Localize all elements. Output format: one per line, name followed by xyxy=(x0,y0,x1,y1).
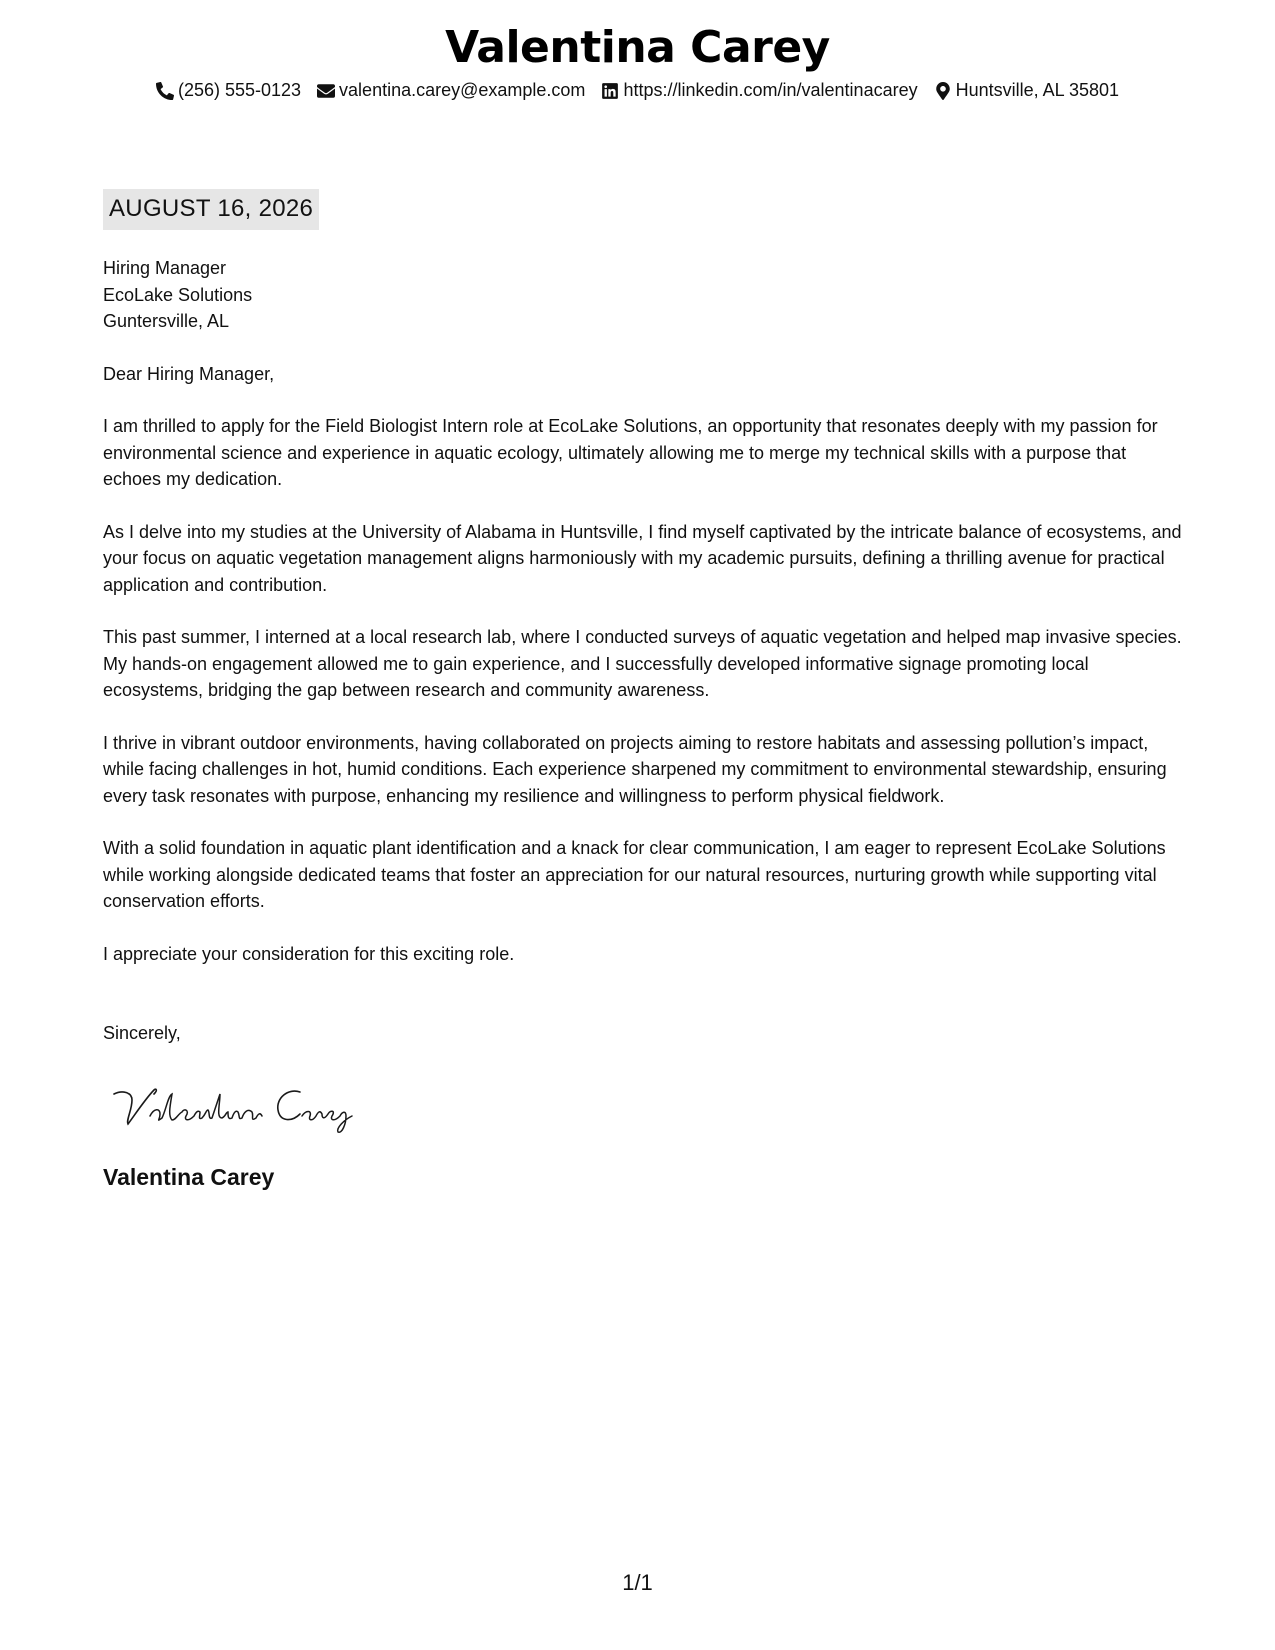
handwritten-signature xyxy=(110,1076,370,1136)
contact-email xyxy=(317,80,585,101)
linkedin-text: https://linkedin.com/in/valentinacarey xyxy=(623,80,918,100)
signer-name: Valentina Carey xyxy=(103,1164,275,1190)
paragraph-fieldwork: I thrive in vibrant outdoor environments, having collaborated on projects aiming to restore habitats and assessing pollution’s impact, while facing challenges in hot, humid conditions. Each experience sharpened my commitment to environmental stewardship, ensuring every task resonates with purpose, enhancing my resilience and willingness to perform physical fieldwork. xyxy=(103,732,1167,806)
phone-icon xyxy=(156,82,174,100)
recipient-location: Guntersville, AL xyxy=(103,311,230,331)
applicant-name: Valentina Carey xyxy=(445,22,830,73)
contact-bar xyxy=(0,80,1275,101)
linkedin-icon xyxy=(601,82,619,100)
recipient-block xyxy=(103,255,1183,335)
contact-location xyxy=(934,80,1119,101)
letter-body xyxy=(103,255,1183,967)
paragraph-appreciation: I appreciate your consideration for this exciting role. xyxy=(103,943,515,964)
contact-phone xyxy=(156,80,301,101)
closing: Sincerely, xyxy=(103,1023,181,1043)
paragraph-internship: This past summer, I interned at a local research lab, where I conducted surveys of aquatic vegetation and helped map invasive species. My hands-on engagement allowed me to gain experience, and I successfully developed informative signage promoting local ecosystems, bridging the gap between research and community awareness. xyxy=(103,627,1182,700)
email-text: valentina.carey@example.com xyxy=(339,80,586,100)
page-number: 1/1 xyxy=(622,1570,653,1595)
contact-linkedin xyxy=(601,80,917,101)
envelope-icon xyxy=(317,82,335,100)
salutation: Dear Hiring Manager, xyxy=(103,363,275,384)
paragraph-intro: I am thrilled to apply for the Field Biologist Intern role at EcoLake Solutions, an opportunity that resonates deeply with my passion for environmental science and experience in aquatic ecology, ultimately allowing me to merge my technical skills with a purpose that echoes my dedication. xyxy=(103,416,1158,489)
letter-date: AUGUST 16, 2026 xyxy=(103,189,319,230)
recipient-title: Hiring Manager xyxy=(103,258,227,278)
map-pin-icon xyxy=(934,82,952,100)
location-text: Huntsville, AL 35801 xyxy=(955,80,1120,100)
phone-text: (256) 555-0123 xyxy=(177,80,302,100)
paragraph-studies: As I delve into my studies at the University of Alabama in Huntsville, I find myself captivated by the intricate balance of ecosystems, and your focus on aquatic vegetation management aligns harmoniously with my academic pursuits, defining a thrilling avenue for practical application and contribution. xyxy=(103,521,1182,595)
recipient-company: EcoLake Solutions xyxy=(103,284,253,305)
paragraph-foundation: With a solid foundation in aquatic plant identification and a knack for clear communication, I am eager to represent EcoLake Solutions while working alongside dedicated teams that foster an appreciation for our natural resources, nurturing growth while supporting vital conservation efforts. xyxy=(103,838,1166,911)
